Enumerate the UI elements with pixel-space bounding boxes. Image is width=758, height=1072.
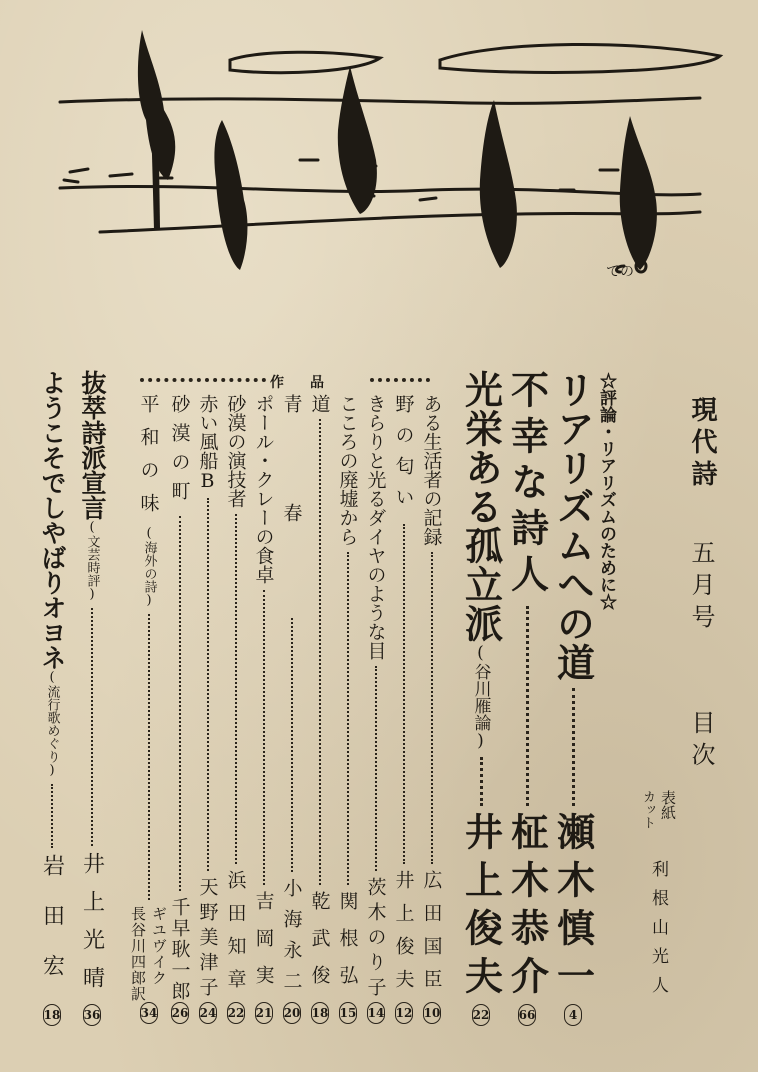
work-entry-9[interactable] (194, 394, 222, 1024)
page-number: 22 (472, 1004, 490, 1026)
entry-author: 天野美津子 (196, 877, 219, 1002)
entry-author: 関根弘 (336, 891, 359, 1002)
critique-section-heading: ☆評論・リアリズムのために☆ (596, 372, 616, 610)
entry-note: (流行歌めぐり) (44, 670, 60, 778)
issue-label: 五月号 (687, 540, 715, 636)
work-entry-5[interactable] (306, 394, 334, 1024)
leader-dots (572, 688, 575, 806)
entry-note: (谷川雁論) (470, 643, 491, 751)
entry-author: 井上光晴 (79, 852, 105, 1004)
page-number: 12 (395, 1002, 413, 1024)
page-number: 66 (518, 1004, 536, 1026)
leader-dots (431, 552, 433, 864)
illustrator-signature: ての (606, 264, 634, 280)
entry-title: 砂漠の演技者 (224, 394, 247, 508)
page-number: 14 (367, 1002, 385, 1024)
entry-title: 道 (308, 394, 331, 413)
work-entry-3[interactable] (362, 394, 390, 1024)
page-number: 20 (283, 1002, 301, 1024)
works-header-rule-right (370, 378, 430, 382)
work-entry-6[interactable] (278, 394, 306, 1024)
entry-title: ある生活者の記録 (420, 394, 443, 546)
page-number: 22 (227, 1002, 245, 1024)
entry-author: 小海永二 (280, 878, 303, 1002)
page-number: 4 (564, 1004, 582, 1026)
entry-author: ギユヴイク (150, 906, 168, 986)
entry-title: ポール・クレーの食卓 (252, 394, 275, 584)
entry-title: 砂漠の町 (168, 394, 191, 510)
page-number: 26 (171, 1002, 189, 1024)
page-number: 24 (199, 1002, 217, 1024)
entry-author: 岩田宏 (39, 854, 65, 1004)
entry-author: 井上俊夫 (458, 812, 504, 1004)
work-entry-8[interactable] (222, 394, 250, 1024)
entry-title: 赤い風船B (196, 394, 219, 492)
entry-title: 光栄ある孤立派 (458, 370, 504, 643)
contents-label: 目次 (687, 710, 715, 774)
entry-note: (文芸時評) (84, 520, 100, 602)
page-number: 21 (255, 1002, 273, 1024)
leader-dots (207, 498, 209, 871)
entry-author: 瀬木慎一 (550, 812, 596, 1004)
work-entry-7[interactable] (250, 394, 278, 1024)
leader-dots (148, 614, 150, 900)
other-entry-1[interactable] (76, 370, 108, 1026)
critique-entry-2[interactable] (504, 370, 550, 1026)
entry-title: 平和の味 (137, 394, 160, 526)
entry-author: 柾木恭介 (504, 812, 550, 1004)
magazine-title: 現代詩 (687, 396, 717, 492)
cover-role-cut: カット (640, 790, 655, 829)
leader-dots (375, 666, 377, 871)
works-section-header (140, 372, 440, 391)
entry-title: リアリズムへの道 (550, 370, 596, 682)
leader-dots (480, 757, 483, 806)
critique-entry-1[interactable] (550, 370, 596, 1026)
entry-title: 野の匂い (392, 394, 415, 518)
leader-dots (91, 608, 93, 846)
critique-entry-3[interactable] (458, 370, 504, 1026)
entry-author: 乾武俊 (308, 891, 331, 1002)
leader-dots (235, 514, 237, 864)
entry-title: 不幸な詩人 (504, 370, 550, 600)
entry-author: 井上俊夫 (392, 870, 415, 1002)
page-number: 10 (423, 1002, 441, 1024)
work-entry-2[interactable] (390, 394, 418, 1024)
entry-author-block (128, 906, 170, 1002)
entry-author: 浜田知章 (224, 870, 247, 1002)
works-section-heading: 作品 (270, 375, 350, 391)
entry-title: 青春 (280, 394, 303, 612)
entry-author: 茨木のり子 (364, 877, 387, 1002)
leader-dots (403, 524, 405, 864)
page-number: 34 (140, 1002, 158, 1024)
cover-artist: 利根山光人 (648, 860, 668, 1005)
entry-title: 抜萃詩派宣言 (78, 370, 107, 520)
work-entry-4[interactable] (334, 394, 362, 1024)
page-number: 18 (43, 1004, 61, 1026)
cover-illustration (0, 0, 758, 300)
works-header-rule-left (140, 378, 266, 382)
entry-translator: 長谷川四郎訳 (129, 906, 147, 1002)
work-entry-1[interactable] (418, 394, 446, 1024)
leader-dots (526, 606, 529, 806)
page-number: 15 (339, 1002, 357, 1024)
leader-dots (291, 618, 293, 872)
work-entry-10[interactable] (166, 394, 194, 1024)
entry-note: (海外の詩) (141, 526, 157, 608)
entry-title: こころの廃墟から (336, 394, 359, 546)
entry-author: 広田国臣 (420, 870, 443, 1002)
cover-role-cover: 表紙 (659, 790, 677, 820)
other-entry-2[interactable] (36, 370, 68, 1026)
leader-dots (263, 590, 265, 885)
entry-title: きらりと光るダイヤのような目 (364, 394, 387, 660)
entry-author: 吉岡実 (252, 891, 275, 1002)
leader-dots (179, 516, 181, 891)
leader-dots (51, 784, 53, 848)
entry-author: 千早耿一郎 (168, 897, 191, 1002)
work-entry-11[interactable] (129, 394, 168, 1024)
page-number: 36 (83, 1004, 101, 1026)
leader-dots (347, 552, 349, 885)
leader-dots (319, 419, 321, 885)
page-number: 18 (311, 1002, 329, 1024)
entry-title: ようこそでしやばりオヨネ (38, 370, 67, 670)
